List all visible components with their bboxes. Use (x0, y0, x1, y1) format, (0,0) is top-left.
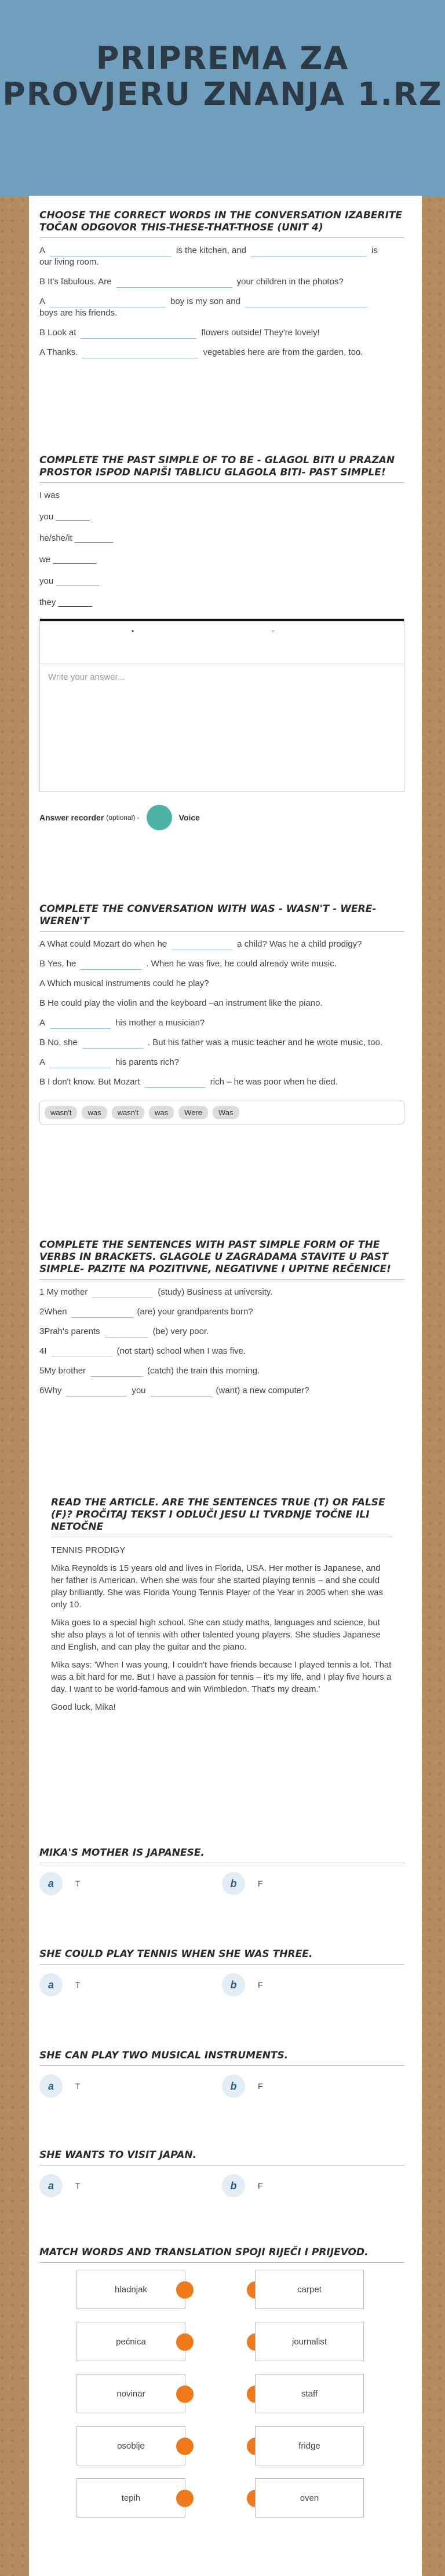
editor-toolbar (40, 619, 404, 664)
blank-input[interactable] (66, 1387, 127, 1397)
blank-input[interactable] (50, 1059, 111, 1068)
line-text: 4I (39, 1346, 47, 1356)
question-line (39, 245, 404, 268)
section-title: COMPLETE THE SENTENCES WITH PAST SIMPLE FORM OF THE VERBS IN BRACKETS. GLAGOLE U ZAGRADAMA STAVITE U PAST SIMPLE- PAZITE NA POZITIVNE, NEGATIVNE I UPITNE REČENICE! (39, 1239, 404, 1280)
line-text: B Look at (39, 328, 76, 338)
editor-placeholder: Write your answer... (48, 672, 125, 682)
line-text: our living room. (39, 257, 99, 267)
line-text: boy is my son and (170, 296, 240, 306)
option-label: F (258, 2181, 263, 2190)
question-line (39, 939, 404, 950)
blank-input[interactable] (90, 1368, 143, 1377)
article-paragraph: Mika goes to a special high school. She can study maths, languages and science, but she also plays a lot of tennis with other talented young players. She studies Japanese and English, and can play the guitar and the piano. (51, 1618, 381, 1652)
line-text: A What could Mozart do when he (39, 939, 167, 949)
answer-options (39, 1972, 404, 1998)
line-text: B He could play the violin and the keyboard –an instrument like the piano. (39, 998, 323, 1008)
verb-line: I was (39, 490, 60, 500)
word-chip[interactable]: was (82, 1106, 107, 1119)
question-line (39, 1306, 404, 1318)
option-letter: b (222, 2075, 245, 2098)
question-title: MIKA'S MOTHER IS JAPANESE. (39, 1847, 404, 1863)
line-text: boys are his friends. (39, 308, 118, 318)
blank-input[interactable] (81, 329, 196, 339)
option-false[interactable] (222, 1872, 404, 1895)
line-text: A Thanks. (39, 347, 78, 357)
line-text: . But his father was a music teacher and he wrote music, too. (147, 1038, 383, 1047)
match-left-item[interactable]: osoblje (76, 2426, 185, 2465)
option-letter: b (222, 2174, 245, 2197)
line-text: vegetables here are from the garden, too. (203, 347, 363, 357)
line-text: 1 My mother (39, 1287, 88, 1297)
answer-options (39, 2073, 404, 2099)
match-right-item[interactable]: fridge (255, 2426, 364, 2465)
article-paragraph: Good luck, Mika! (51, 1702, 116, 1712)
blank-input[interactable] (52, 1348, 112, 1357)
match-row (39, 2374, 404, 2413)
record-button[interactable] (147, 805, 172, 830)
line-text: you (132, 1386, 146, 1395)
question-line (39, 296, 404, 319)
option-false[interactable] (222, 2174, 404, 2197)
section-was-were (39, 903, 404, 1124)
line-text: (study) Business at university. (158, 1287, 273, 1297)
question-line (39, 1287, 404, 1298)
question-line (39, 1037, 404, 1049)
match-left-item[interactable]: hladnjak (76, 2270, 185, 2309)
blank-input[interactable] (92, 1289, 153, 1298)
match-left-handle[interactable] (176, 2281, 194, 2299)
question-line (39, 276, 404, 288)
verb-line: you _______ (39, 512, 90, 522)
line-text: A (39, 1018, 46, 1028)
question-line (39, 978, 404, 990)
line-text: B It's fabulous. Are (39, 277, 112, 287)
match-row (39, 2322, 404, 2361)
option-true[interactable] (39, 1973, 222, 1996)
line-text: flowers outside! They're lovely! (201, 328, 320, 338)
article-paragraph: Mika Reynolds is 15 years old and lives in Florida, USA. Her mother is Japanese, and her father is American. When she was four she started playing tennis – and she could play brilliantly. She was Florida Young Tennis Player of the Year in 2005 when she was only 10. (51, 1563, 384, 1610)
line-text: A Which musical instruments could he play? (39, 979, 209, 988)
option-true[interactable] (39, 1872, 222, 1895)
word-chip[interactable]: was (149, 1106, 174, 1119)
recorder-label: Answer recorder (39, 813, 104, 822)
option-label: T (75, 1879, 81, 1888)
question-line (39, 1365, 404, 1377)
section-title: COMPLETE THE CONVERSATION WITH WAS - WASN'T - WERE- WEREN'T (39, 903, 404, 932)
option-label: F (258, 1980, 263, 1989)
line-text: . When he was five, he could already write music. (146, 959, 337, 969)
question-line (39, 998, 404, 1009)
question-title: SHE COULD PLAY TENNIS WHEN SHE WAS THREE. (39, 1948, 404, 1965)
answer-recorder (39, 805, 404, 830)
section-title: COMPLETE THE PAST SIMPLE OF TO BE - GLAGOL BITI U PRAZAN PROSTOR ISPOD NAPIŠI TABLICU GLAGOLA BITI- PAST SIMPLE! (39, 455, 404, 483)
section-title: MATCH WORDS AND TRANSLATION SPOJI RIJEČI I PRIJEVOD. (39, 2247, 404, 2263)
section-demonstratives (39, 210, 404, 367)
match-right-item[interactable]: journalist (255, 2322, 364, 2361)
option-label: T (75, 1980, 81, 1989)
option-label: F (258, 2082, 263, 2091)
question-line (39, 1017, 404, 1029)
line-text: his mother a musician? (115, 1018, 205, 1028)
option-letter: a (39, 1872, 63, 1895)
line-text: A (39, 245, 46, 255)
line-text: rich – he was poor when he died. (210, 1077, 338, 1087)
question-4 (39, 2149, 404, 2199)
line-text: 3Prah's parents (39, 1327, 100, 1336)
option-true[interactable] (39, 2174, 222, 2197)
line-text: 2When (39, 1307, 67, 1317)
line-text: his parents rich? (115, 1057, 180, 1067)
blank-input[interactable] (81, 961, 141, 970)
match-right-item[interactable]: oven (255, 2478, 364, 2518)
match-row (39, 2426, 404, 2465)
question-line (39, 1057, 404, 1068)
section-title: READ THE ARTICLE. ARE THE SENTENCES TRUE (T) OR FALSE (F)? PROČITAJ TEKST I ODLUČI JESU LI TVRDNJE TOČNE ILI NETOČNE (51, 1497, 393, 1537)
question-1 (39, 1847, 404, 1897)
option-false[interactable] (222, 1973, 404, 1996)
blank-input[interactable] (116, 279, 232, 288)
line-text: B I don't know. But Mozart (39, 1077, 140, 1087)
question-line (39, 958, 404, 970)
line-text: your children in the photos? (236, 277, 344, 287)
question-line (39, 1346, 404, 1357)
word-chip[interactable]: wasn't (112, 1106, 144, 1119)
line-text: 6Why (39, 1386, 62, 1395)
line-text: (catch) the train this morning. (147, 1366, 260, 1376)
match-right-item[interactable]: staff (255, 2374, 364, 2413)
option-letter: a (39, 1973, 63, 1996)
question-title: SHE WANTS TO VISIT JAPAN. (39, 2149, 404, 2165)
blank-input[interactable] (82, 349, 198, 358)
blank-input[interactable] (72, 1309, 133, 1318)
question-line (39, 1076, 404, 1088)
blank-input[interactable] (82, 1039, 143, 1049)
article-heading: TENNIS PRODIGY (51, 1545, 126, 1555)
section-matching (39, 2247, 404, 2530)
line-text: a child? Was he a child prodigy? (237, 939, 362, 949)
section-past-simple-verbs (39, 1239, 404, 1405)
line-text: (are) your grandparents born? (137, 1307, 253, 1317)
line-text: B Yes, he (39, 959, 76, 969)
article-paragraph: Mika says: 'When I was young, I couldn't have friends because I played tennis a lot. That was a bit hard for me. But I have a passion for tennis – it's my life, and I play five hours a day. I want to be world-famous and win Wimbledon. That's my dream.' (51, 1660, 392, 1694)
option-true[interactable] (39, 2075, 222, 2098)
line-text: (not start) school when I was five. (116, 1346, 246, 1356)
verb-line: you _________ (39, 576, 100, 586)
blank-input[interactable] (172, 941, 232, 950)
option-label: T (75, 2181, 81, 2190)
recorder-optional: (optional) - (106, 814, 140, 822)
question-2 (39, 1948, 404, 1998)
blank-input[interactable] (50, 298, 166, 307)
question-line (39, 1326, 404, 1338)
blank-input[interactable] (50, 247, 172, 256)
blank-input[interactable] (245, 298, 367, 307)
match-right-item[interactable]: carpet (255, 2270, 364, 2309)
answer-editor[interactable] (39, 618, 404, 792)
answer-options (39, 2172, 404, 2199)
image-icon[interactable]: ▫ (272, 627, 275, 635)
page-title: PRIPREMA ZA PROVJERU ZNANJA 1.RZ (2, 40, 443, 112)
blank-input[interactable] (151, 1387, 211, 1397)
verb-line: he/she/it ________ (39, 533, 114, 543)
option-letter: a (39, 2075, 63, 2098)
match-left-handle[interactable] (176, 2490, 194, 2507)
option-false[interactable] (222, 2075, 404, 2098)
verb-line: we _________ (39, 555, 97, 565)
match-left-item[interactable]: tepih (76, 2478, 185, 2518)
blank-input[interactable] (105, 1328, 148, 1338)
blank-input[interactable] (50, 1020, 111, 1029)
line-text: 5My brother (39, 1366, 86, 1376)
word-chip[interactable]: Were (178, 1106, 208, 1119)
line-text: is the kitchen, and (176, 245, 246, 255)
match-left-item[interactable]: novinar (76, 2374, 185, 2413)
word-chip[interactable]: Was (213, 1106, 239, 1119)
option-label: T (75, 2082, 81, 2091)
word-bank (39, 1101, 404, 1124)
question-title: SHE CAN PLAY TWO MUSICAL INSTRUMENTS. (39, 2050, 404, 2066)
question-3 (39, 2050, 404, 2099)
voice-label: Voice (178, 813, 200, 822)
match-left-handle[interactable] (176, 2438, 194, 2455)
line-text: (be) very poor. (152, 1327, 209, 1336)
section-reading (51, 1497, 393, 1719)
blank-input[interactable] (145, 1079, 206, 1088)
section-title: CHOOSE THE CORRECT WORDS IN THE CONVERSATION IZABERITE TOČAN ODGOVOR THIS-THESE-THAT-THOSE (UNIT 4) (39, 210, 404, 238)
verb-line: they _______ (39, 598, 92, 607)
match-row (39, 2478, 404, 2518)
option-letter: b (222, 1872, 245, 1895)
option-letter: a (39, 2174, 63, 2197)
match-left-item[interactable]: pećnica (76, 2322, 185, 2361)
match-left-handle[interactable] (176, 2386, 194, 2403)
question-line (39, 327, 404, 339)
question-line (39, 347, 404, 358)
line-text: A (39, 296, 46, 306)
match-row (39, 2270, 404, 2309)
answer-options (39, 1870, 404, 1897)
option-letter: b (222, 1973, 245, 1996)
bullet-icon[interactable]: • (132, 627, 134, 635)
match-left-handle[interactable] (176, 2333, 194, 2351)
line-text: (want) a new computer? (216, 1386, 309, 1395)
option-label: F (258, 1879, 263, 1888)
line-text: is (371, 245, 378, 255)
blank-input[interactable] (251, 247, 367, 256)
line-text: A (39, 1057, 46, 1067)
question-line (39, 1385, 404, 1397)
line-text: B No, she (39, 1038, 78, 1047)
article (51, 1544, 393, 1713)
section-past-to-be (39, 455, 404, 830)
word-chip[interactable]: wasn't (45, 1106, 77, 1119)
